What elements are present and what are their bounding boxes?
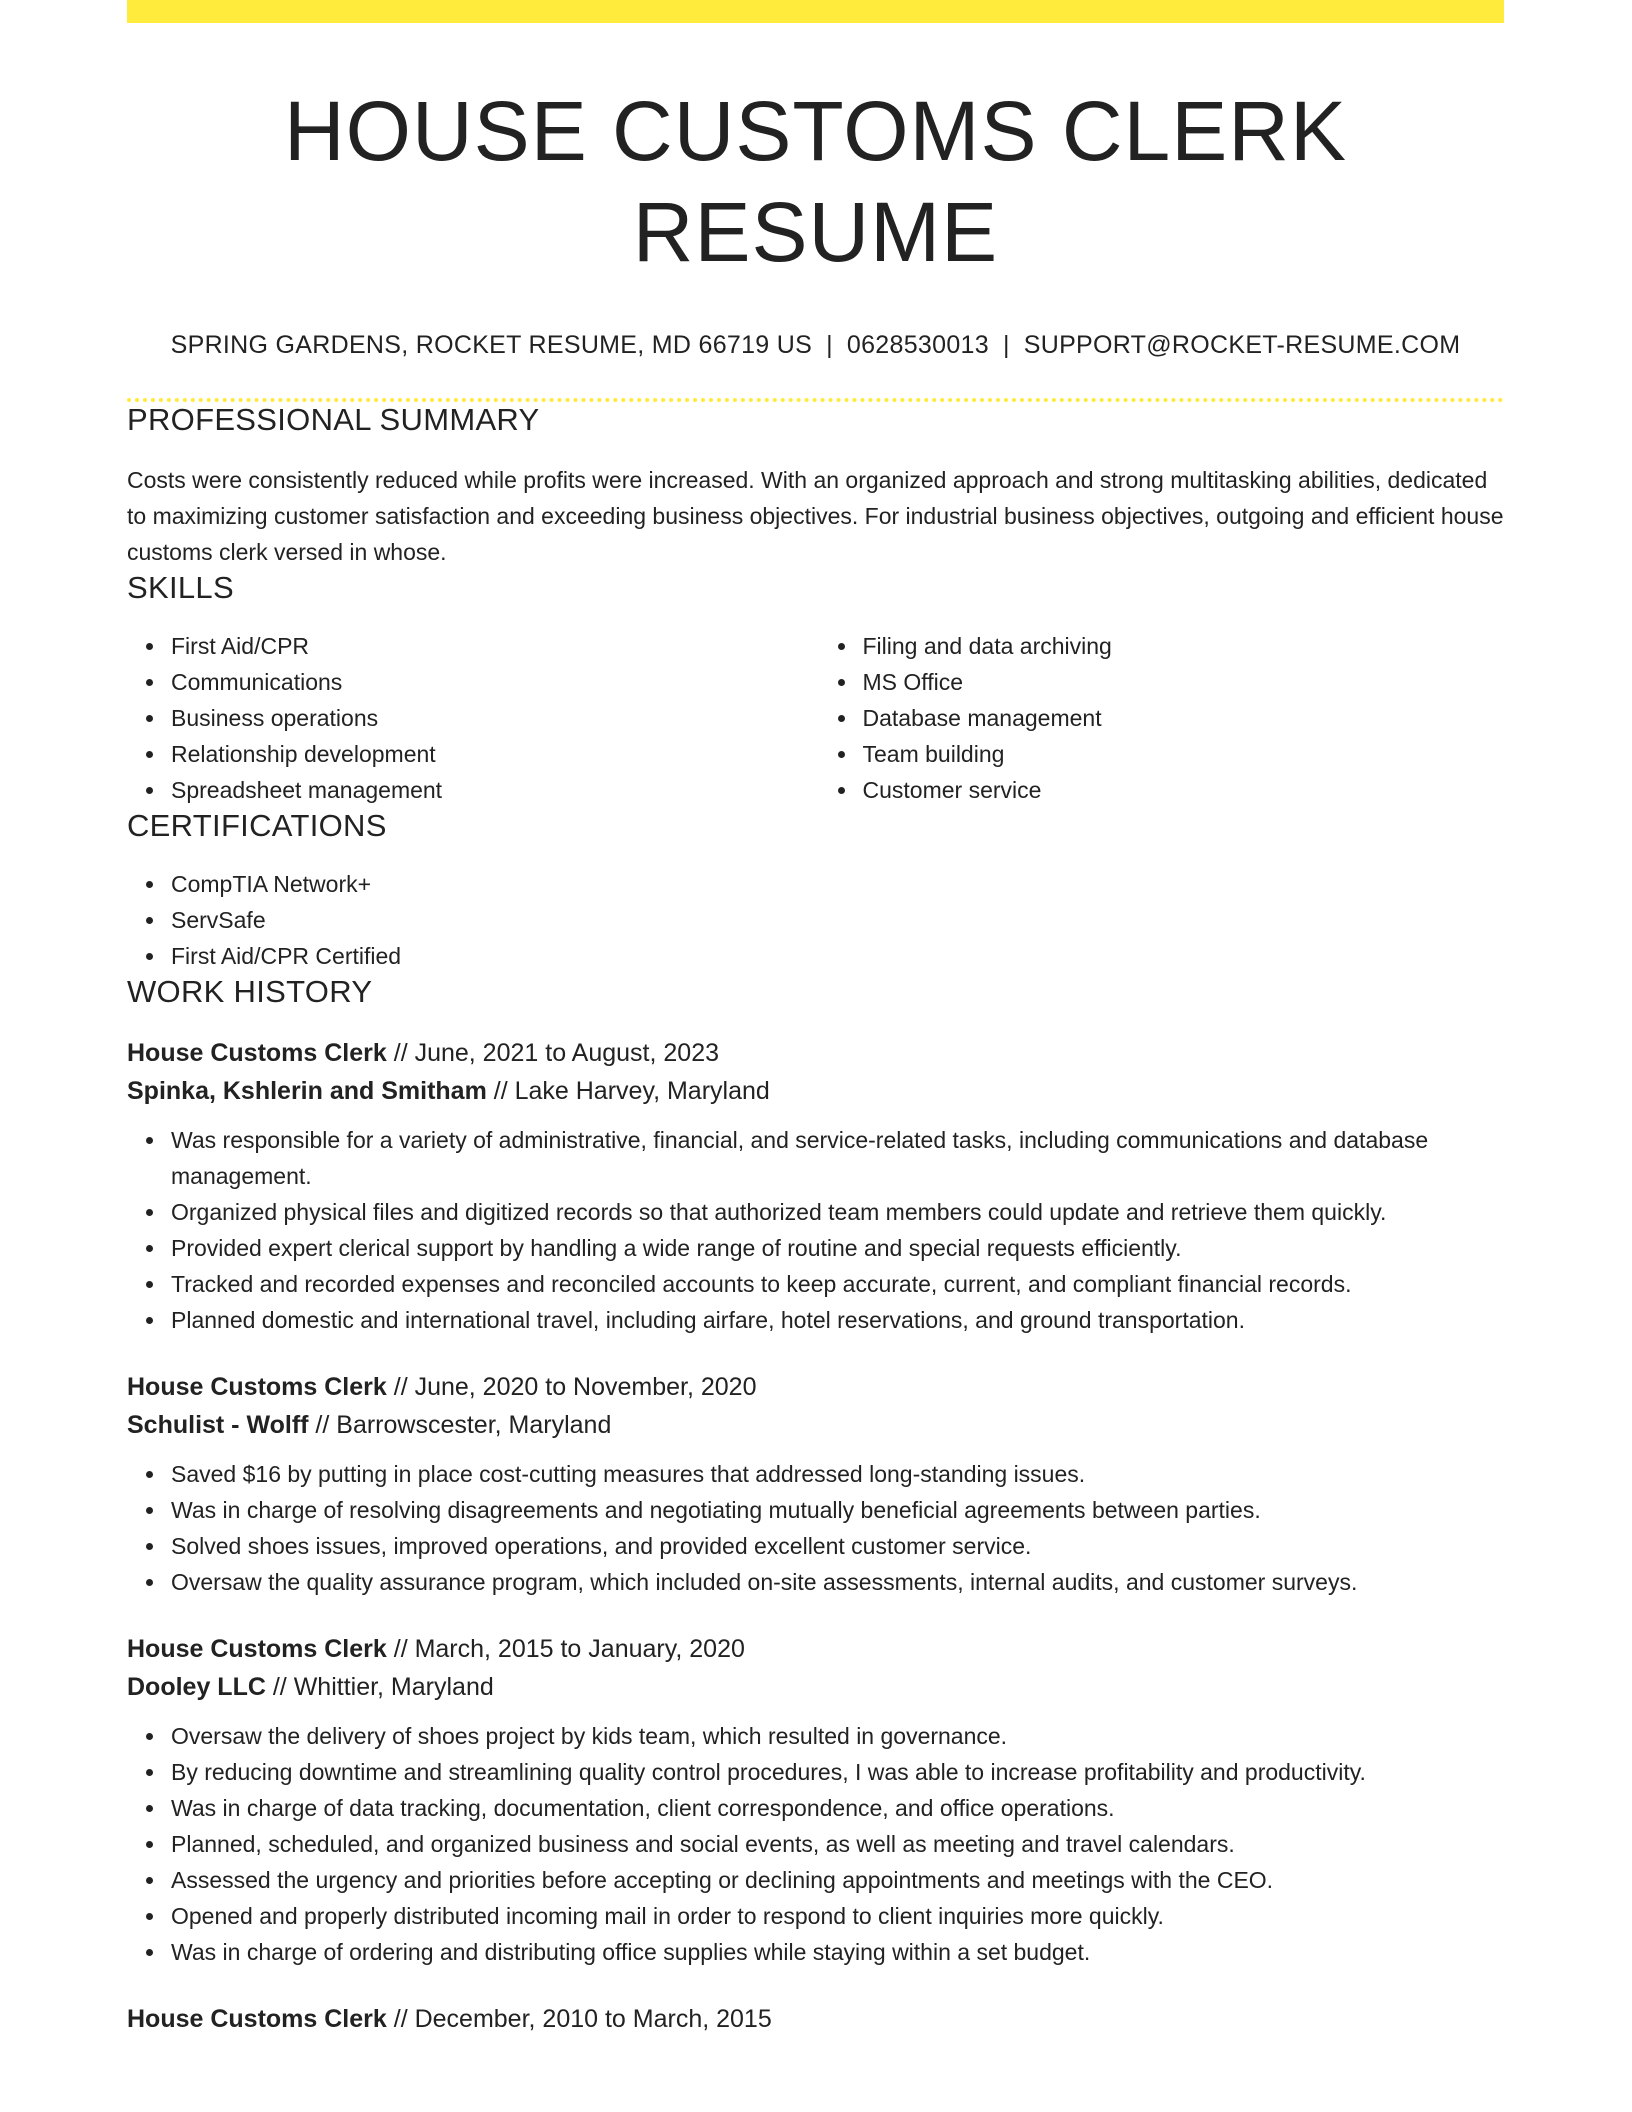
job-title-line xyxy=(127,1034,1504,1072)
resume-page xyxy=(127,0,1504,2038)
job-duty: Was in charge of ordering and distributing office supplies while staying within a set budget. xyxy=(171,1934,1504,1970)
contact-separator: | xyxy=(1002,330,1010,359)
job-dates: // June, 2021 to August, 2023 xyxy=(386,1038,719,1067)
job-entry xyxy=(127,1034,1504,1338)
skills-column-left xyxy=(127,628,813,808)
skill-item: MS Office xyxy=(863,664,1505,700)
skill-item: Relationship development xyxy=(171,736,813,772)
skill-item: Team building xyxy=(863,736,1505,772)
contact-phone: 0628530013 xyxy=(846,330,989,359)
job-dates: // March, 2015 to January, 2020 xyxy=(386,1634,745,1663)
job-company-line xyxy=(127,1668,1504,1706)
certification-item: First Aid/CPR Certified xyxy=(171,938,1504,974)
skill-item: Customer service xyxy=(863,772,1505,808)
contact-line xyxy=(127,331,1504,360)
job-title: House Customs Clerk xyxy=(127,1634,387,1663)
skill-item: Spreadsheet management xyxy=(171,772,813,808)
job-duty: Solved shoes issues, improved operations, and provided excellent customer service. xyxy=(171,1528,1504,1564)
job-title: House Customs Clerk xyxy=(127,1038,387,1067)
job-title: House Customs Clerk xyxy=(127,2004,387,2033)
certification-item: ServSafe xyxy=(171,902,1504,938)
job-entry xyxy=(127,2000,1504,2038)
job-company: Schulist - Wolff xyxy=(127,1410,309,1439)
job-entry xyxy=(127,1630,1504,1970)
certifications-heading: CERTIFICATIONS xyxy=(127,807,387,843)
job-duty: Was in charge of data tracking, documentation, client correspondence, and office operations. xyxy=(171,1790,1504,1826)
job-duty: Planned domestic and international travel, including airfare, hotel reservations, and ground transportation. xyxy=(171,1302,1504,1338)
job-entry xyxy=(127,1368,1504,1600)
skill-item: Communications xyxy=(171,664,813,700)
job-duty: Organized physical files and digitized records so that authorized team members could update and retrieve them quickly. xyxy=(171,1194,1504,1230)
job-duties xyxy=(127,1456,1504,1600)
job-location: // Barrowscester, Maryland xyxy=(308,1410,612,1439)
job-dates: // December, 2010 to March, 2015 xyxy=(386,2004,772,2033)
job-company: Dooley LLC xyxy=(127,1672,266,1701)
job-duty: Oversaw the delivery of shoes project by kids team, which resulted in governance. xyxy=(171,1718,1504,1754)
skills-column-right xyxy=(813,628,1505,808)
job-duty: Saved $16 by putting in place cost-cutting measures that addressed long-standing issues. xyxy=(171,1456,1504,1492)
skill-item: Filing and data archiving xyxy=(863,628,1505,664)
contact-address: SPRING GARDENS, ROCKET RESUME, MD 66719 US xyxy=(170,330,813,359)
job-company: Spinka, Kshlerin and Smitham xyxy=(127,1076,487,1105)
skills-list xyxy=(127,628,1504,808)
job-title-line xyxy=(127,2000,1504,2038)
skill-item: First Aid/CPR xyxy=(171,628,813,664)
job-duties xyxy=(127,1122,1504,1338)
job-duty: Oversaw the quality assurance program, which included on-site assessments, internal audits, and customer surveys. xyxy=(171,1564,1504,1600)
job-duty: Planned, scheduled, and organized business and social events, as well as meeting and travel calendars. xyxy=(171,1826,1504,1862)
job-title-line xyxy=(127,1368,1504,1406)
skill-item: Database management xyxy=(863,700,1505,736)
job-location: // Lake Harvey, Maryland xyxy=(486,1076,770,1105)
resume-title: HOUSE CUSTOMS CLERK RESUME xyxy=(284,84,1347,279)
summary-text: Costs were consistently reduced while profits were increased. With an organized approach and strong multitasking abilities, dedicated to maximizing customer satisfaction and exceeding business objectives. For industrial business objectives, outgoing and efficient house customs clerk versed in whose. xyxy=(127,466,1504,565)
certification-item: CompTIA Network+ xyxy=(171,866,1504,902)
job-dates: // June, 2020 to November, 2020 xyxy=(386,1372,757,1401)
skill-item: Business operations xyxy=(171,700,813,736)
job-company-line xyxy=(127,1406,1504,1444)
job-duty: Opened and properly distributed incoming mail in order to respond to client inquiries more quickly. xyxy=(171,1898,1504,1934)
job-duty: Was in charge of resolving disagreements and negotiating mutually beneficial agreements between parties. xyxy=(171,1492,1504,1528)
summary-heading: PROFESSIONAL SUMMARY xyxy=(127,401,540,437)
job-duties xyxy=(127,1718,1504,1970)
work-history-heading: WORK HISTORY xyxy=(127,973,373,1009)
contact-separator: | xyxy=(826,330,833,359)
job-duty: Assessed the urgency and priorities before accepting or declining appointments and meetings with the CEO. xyxy=(171,1862,1504,1898)
job-title: House Customs Clerk xyxy=(127,1372,387,1401)
contact-email[interactable]: SUPPORT@ROCKET-RESUME.COM xyxy=(1023,330,1461,359)
job-duty: Tracked and recorded expenses and reconciled accounts to keep accurate, current, and compliant financial records. xyxy=(171,1266,1504,1302)
job-title-line xyxy=(127,1630,1504,1668)
accent-bar xyxy=(127,0,1504,23)
job-company-line xyxy=(127,1072,1504,1110)
job-duty: Was responsible for a variety of administrative, financial, and service-related tasks, including communications and database management. xyxy=(171,1122,1504,1194)
job-duty: By reducing downtime and streamlining quality control procedures, I was able to increase profitability and productivity. xyxy=(171,1754,1504,1790)
skills-heading: SKILLS xyxy=(127,569,234,605)
certifications-list xyxy=(127,866,1504,974)
job-location: // Whittier, Maryland xyxy=(265,1672,494,1701)
job-duty: Provided expert clerical support by handling a wide range of routine and special requests efficiently. xyxy=(171,1230,1504,1266)
